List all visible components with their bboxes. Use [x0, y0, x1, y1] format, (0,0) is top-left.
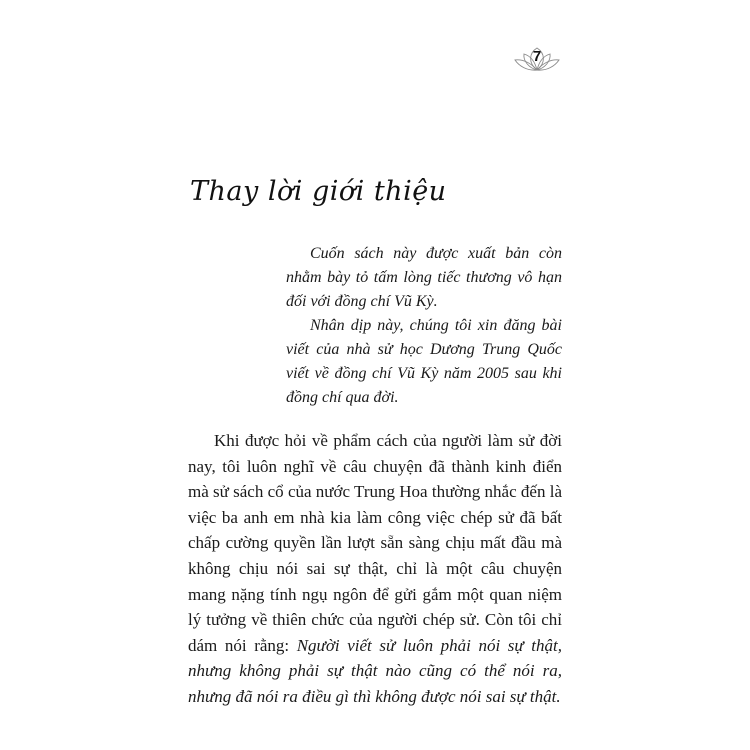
body-paragraph	[188, 428, 562, 710]
epigraph-paragraph: Nhân dịp này, chúng tôi xin đăng bài viết của nhà sử học Dương Trung Quốc viết về đồng chí Vũ Kỳ năm 2005 sau khi đồng chí qua đời.	[286, 317, 562, 406]
page-number: 7	[532, 48, 542, 65]
epigraph-paragraph: Cuốn sách này được xuất bản còn nhằm bày tỏ tấm lòng tiếc thương vô hạn đối với đồng chí Vũ Kỳ.	[286, 245, 562, 310]
body-text	[188, 428, 562, 710]
page-number-ornament	[512, 44, 562, 74]
chapter-title: Thay lời giới thiệu	[190, 176, 447, 207]
body-paragraph-text: Khi được hỏi về phẩm cách của người làm sử đời nay, tôi luôn nghĩ về câu chuyện đã thành kinh điển mà sử sách cổ của nước Trung Hoa thường nhắc đến là việc ba anh em nhà kia làm công việc chép sử đã bất chấp cường quyền lần lượt sẵn sàng chịu mất đầu mà không chịu nói sai sự thật, chỉ là một câu chuyện mang nặng tính ngụ ngôn để gửi gắm một quan niệm lý tưởng về thiên chức của người chép sử. Còn tôi chỉ dám nói rằng:	[188, 431, 562, 655]
body-paragraph-emphasis: Người viết sử luôn phải nói sự thật, nhưng không phải sự thật nào cũng có thể nói ra, nhưng đã nói ra điều gì thì không được nói sai sự thật.	[188, 635, 562, 706]
epigraph	[286, 242, 562, 410]
